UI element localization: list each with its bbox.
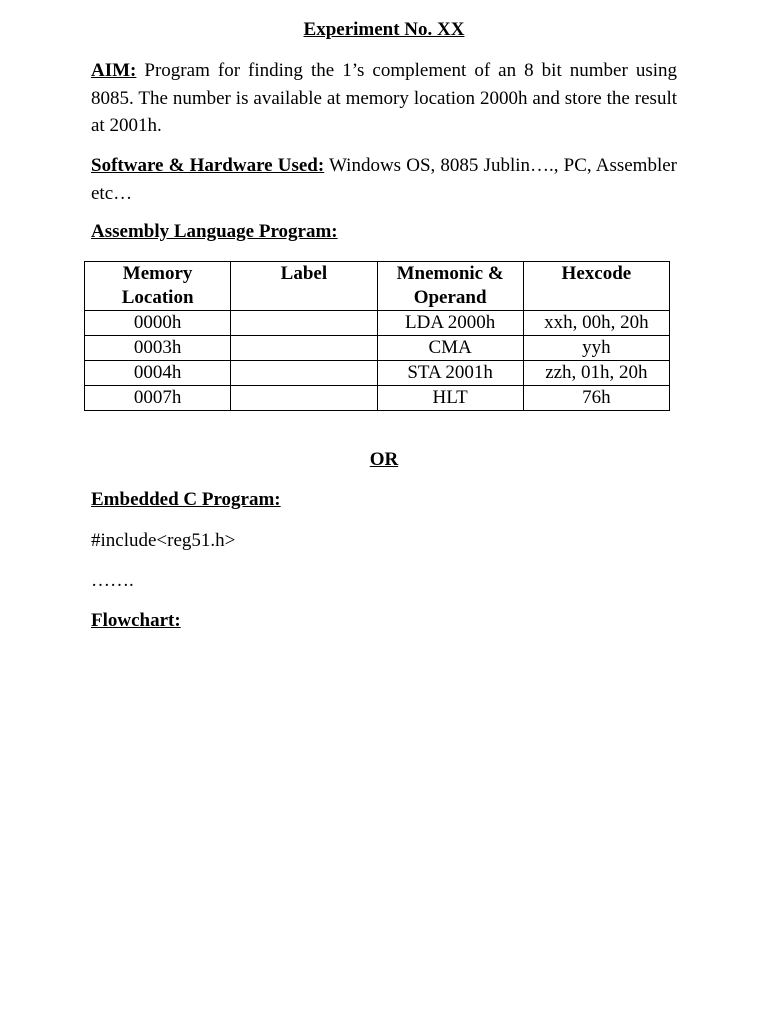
aim-paragraph [91, 57, 677, 140]
software-paragraph [91, 152, 677, 207]
cell-label [231, 386, 377, 411]
cell-label [231, 361, 377, 386]
table-row [85, 386, 670, 411]
experiment-title: Experiment No. XX [303, 19, 465, 40]
header-mnemonic-operand: Mnemonic & Operand [377, 262, 523, 311]
header-label: Label [231, 262, 377, 311]
include-line: #include<reg51.h> [91, 530, 236, 551]
cell-memory-location: 0007h [85, 386, 231, 411]
aim-text: Program for finding the 1’s complement of an 8 bit number using 8085. The number is available at memory location 2000h and store the result at 2001h. [91, 60, 677, 136]
cell-mnemonic: HLT [377, 386, 523, 411]
program-table [84, 261, 670, 411]
or-divider: OR [369, 449, 399, 470]
cell-mnemonic: LDA 2000h [377, 311, 523, 336]
code-ellipsis: ……. [91, 570, 134, 591]
cell-hexcode: zzh, 01h, 20h [523, 361, 669, 386]
table-header-row [85, 262, 670, 311]
header-hexcode: Hexcode [523, 262, 669, 311]
software-text: Windows OS, 8085 Jublin…., PC, Assembler etc… [91, 155, 677, 204]
assembly-heading: Assembly Language Program: [91, 221, 338, 242]
cell-hexcode: yyh [523, 336, 669, 361]
cell-mnemonic: CMA [377, 336, 523, 361]
cell-memory-location: 0000h [85, 311, 231, 336]
table-row [85, 311, 670, 336]
table-row [85, 336, 670, 361]
cell-hexcode: 76h [523, 386, 669, 411]
cell-hexcode: xxh, 00h, 20h [523, 311, 669, 336]
software-label: Software & Hardware Used: [91, 155, 325, 176]
cell-label [231, 336, 377, 361]
table-row [85, 361, 670, 386]
embedded-c-heading: Embedded C Program: [91, 489, 281, 510]
flowchart-heading: Flowchart: [91, 610, 181, 631]
aim-label: AIM: [91, 60, 137, 81]
cell-memory-location: 0004h [85, 361, 231, 386]
cell-memory-location: 0003h [85, 336, 231, 361]
cell-label [231, 311, 377, 336]
header-memory-location: Memory Location [85, 262, 231, 311]
cell-mnemonic: STA 2001h [377, 361, 523, 386]
